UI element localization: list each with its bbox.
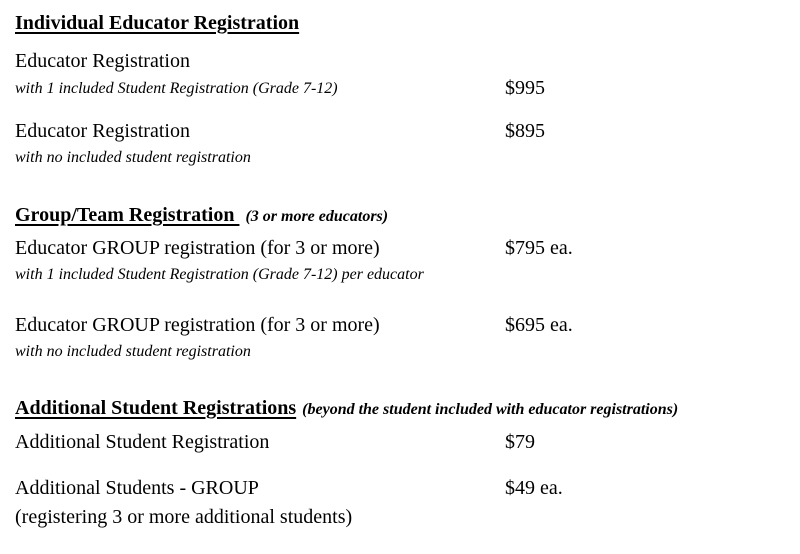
- individual-item-1-title: Educator Registration: [15, 50, 190, 72]
- additional-heading: Additional Student Registrations: [15, 397, 297, 419]
- group-heading-note: (3 or more educators): [245, 208, 389, 225]
- group-item-2-price: $695 ea.: [505, 314, 573, 336]
- group-item-1-title: Educator GROUP registration (for 3 or more): [15, 237, 380, 259]
- individual-item-1-price: $995: [505, 77, 545, 99]
- individual-item-2-title: Educator Registration: [15, 120, 190, 142]
- group-heading-row: [15, 204, 388, 227]
- individual-heading: Individual Educator Registration: [15, 12, 300, 34]
- individual-item-2-price: $895: [505, 120, 545, 142]
- group-item-2-note: with no included student registration: [15, 343, 251, 360]
- additional-item-1-price: $79: [505, 431, 535, 453]
- group-item-1-price: $795 ea.: [505, 237, 573, 259]
- additional-item-2-title: Additional Students - GROUP: [15, 477, 259, 499]
- additional-item-1-title: Additional Student Registration: [15, 431, 270, 453]
- group-item-1-note: with 1 included Student Registration (Grade 7-12) per educator: [15, 266, 424, 283]
- group-item-2-title: Educator GROUP registration (for 3 or more): [15, 314, 380, 336]
- additional-item-2-note: (registering 3 or more additional students): [15, 506, 353, 528]
- additional-heading-note: (beyond the student included with educator registrations): [302, 401, 679, 418]
- individual-item-1-note: with 1 included Student Registration (Grade 7-12): [15, 80, 338, 97]
- group-heading: Group/Team Registration: [15, 204, 240, 226]
- individual-item-2-note: with no included student registration: [15, 149, 251, 166]
- additional-item-2-price: $49 ea.: [505, 477, 563, 499]
- additional-heading-row: [15, 397, 678, 420]
